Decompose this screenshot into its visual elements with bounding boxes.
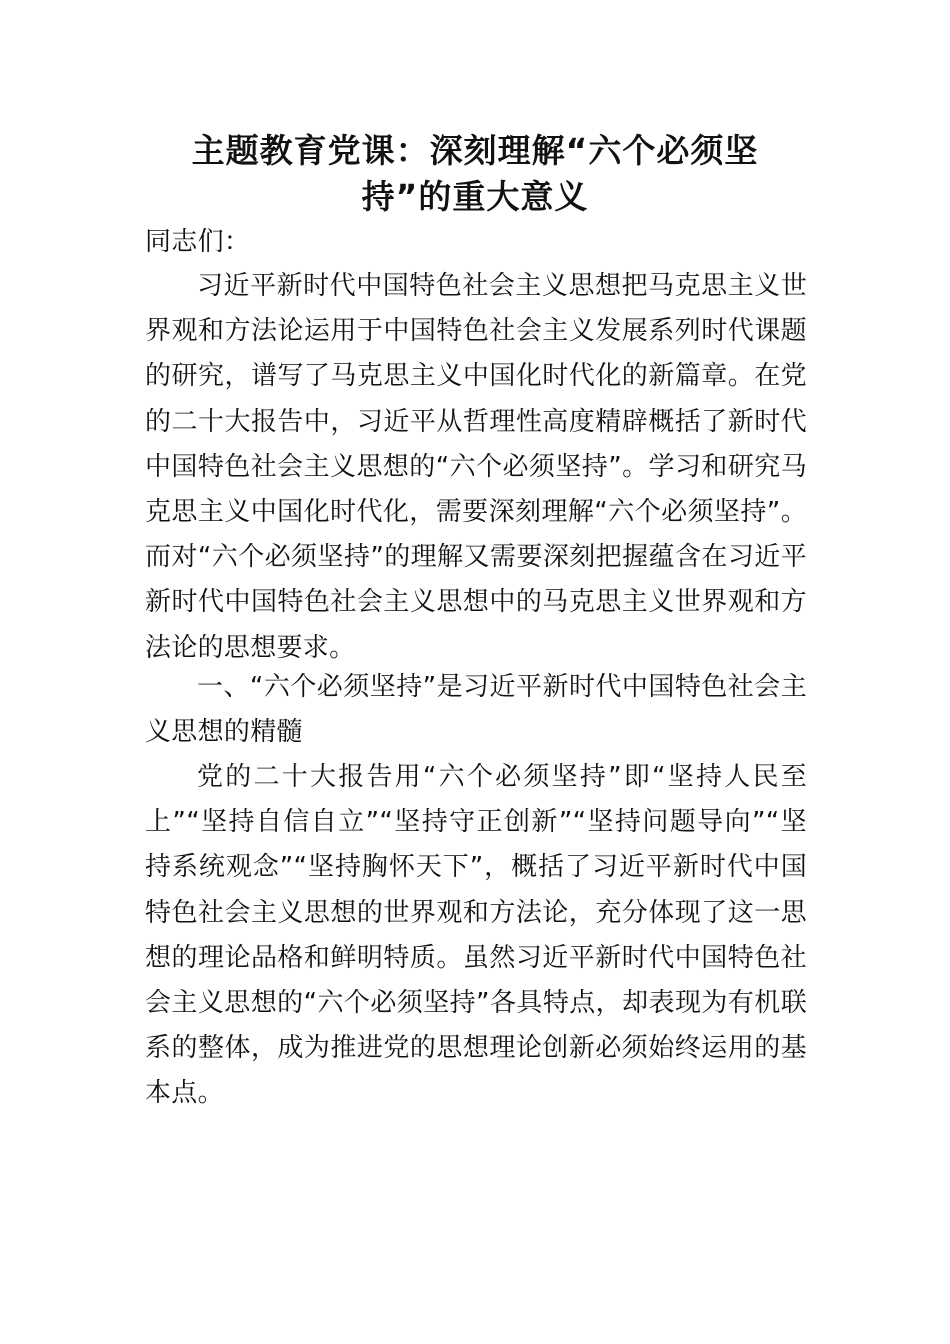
greeting: 同志们： xyxy=(145,227,251,257)
section-paragraph: 党的二十大报告用“六个必须坚持”即“坚持人民至上”“坚持自信自立”“坚持守正创新”“坚持问题导向”“坚持系统观念”“坚持胸怀天下”，概括了习近平新时代中国特色社会主义思想的世界观和方法论，充分体现了这一思想的理论品格和鲜明特质。虽然习近平新时代中国特色社会主义思想的“六个必须坚持”各具特点，却表现为有机联系的整体，成为推进党的思想理论创新必须始终运用的基本点。 xyxy=(145,762,807,1109)
intro-paragraph: 习近平新时代中国特色社会主义思想把马克思主义世界观和方法论运用于中国特色社会主义发展系列时代课题的研究，谱写了马克思主义中国化时代化的新篇章。在党的二十大报告中，习近平从哲理性高度精辟概括了新时代中国特色社会主义思想的“六个必须坚持”。学习和研究马克思主义中国化时代化，需要深刻理解“六个必须坚持”。而对“六个必须坚持”的理解又需要深刻把握蕴含在习近平新时代中国特色社会主义思想中的马克思主义世界观和方法论的思想要求。 xyxy=(145,271,807,663)
document-title: 主题教育党课：深刻理解“六个必须坚持”的重大意义 xyxy=(191,131,759,216)
section-heading: 一、“六个必须坚持”是习近平新时代中国特色社会主义思想的精髓 xyxy=(145,672,807,748)
